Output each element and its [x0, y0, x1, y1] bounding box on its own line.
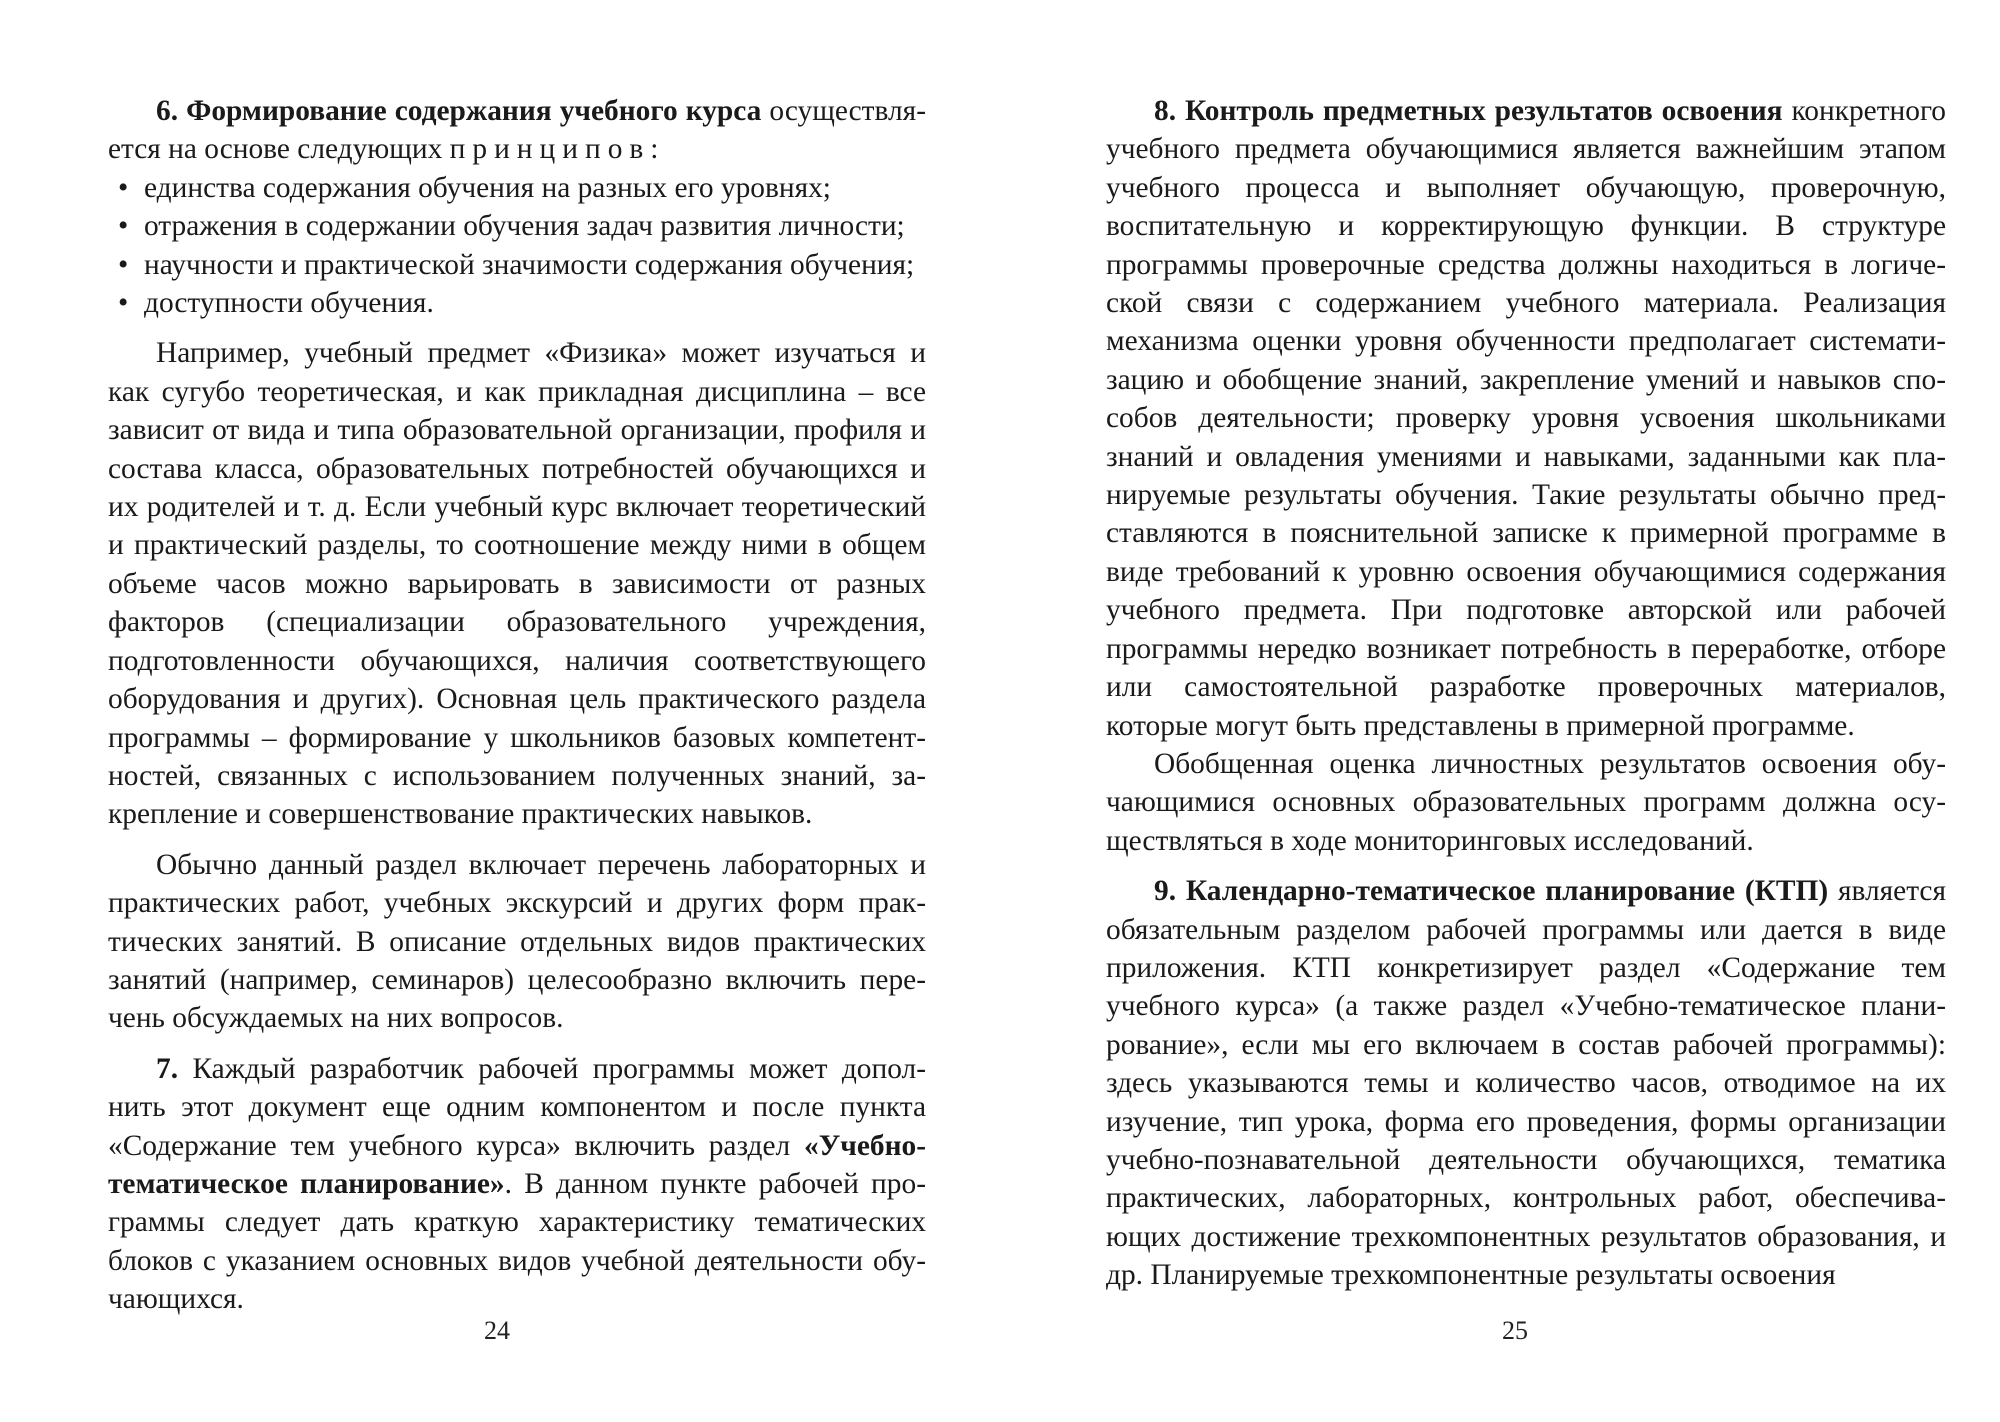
- practical-section-paragraph: Обычно данный раздел включает перечень лабораторных и практических работ, учебных экскурсий и других форм практических занятий. В описание отдельных видов практических занятий (например, семинаров) целесообразно включить перечень обсуждаемых на них вопросов.: [108, 848, 926, 1035]
- list-item: [118, 207, 926, 245]
- section-9-text: является обязательным разделом рабочей программы или дается в виде приложения. КТП конкретизирует раздел «Содержание тем учебного курса» (а также раздел «Учебно-тематическое планирование», если мы его включаем в состав рабочей программы): здесь указываются темы и количество часов, отводимое на их изучение, тип урока, форма его проведения, формы организации учебно-познавательной деятельности обучающихся, тематика практических, лабораторных, контрольных работ, обеспечивающих достижение трехкомпонентных результатов образования, и др. Планируемые трехкомпонентные результаты освоения: [1106, 875, 1946, 1292]
- right-page-text: [1106, 92, 1946, 1295]
- physics-paragraph: Например, учебный предмет «Физика» может изучаться и как сугубо теоретическая, и как прикладная дисциплина – все зависит от вида и типа образовательной организации, профиля и состава класса, образовательных потребностей обучающихся и их родителей и т. д. Если учебный курс включает теоретический и практический разделы, то соотношение между ними в общем объеме часов можно варьировать в зависимости от разных факторов (специализации образовательного учреждения, подготовленности обучающихся, наличия соответствующего оборудования и других). Основная цель практического раздела программы – формирование у школьников базовых компетентностей, связанных с использованием полученных знаний, закрепление и совершенствование практических навыков.: [108, 337, 926, 831]
- bullet-icon: •: [118, 287, 129, 320]
- general-assessment-paragraph: Обобщенная оценка личностных результатов освоения обучающимися основных образовательных программ должна осуществляться в ходе мониторинговых исследований.: [1106, 747, 1946, 857]
- page-number-left: 24: [484, 1316, 510, 1345]
- section-6-colon: :: [650, 133, 659, 166]
- section-7-number: 7.: [156, 1052, 179, 1085]
- right-page: [1106, 92, 1946, 1392]
- list-item-text: отражения в содержании обучения задач развития личности;: [144, 210, 905, 243]
- section-7-paragraph: [108, 1050, 926, 1319]
- section-7-text-end: . В данном пункте рабочей программы следует дать краткую характеристику тематических блоков с указанием основных видов учебной деятельности обучающихся.: [108, 1167, 926, 1316]
- section-7-bold-term: «Учебно-тематическое планирование»: [108, 1129, 926, 1200]
- left-page-text: [108, 92, 926, 1319]
- page-number-right: 25: [1502, 1316, 1528, 1345]
- list-item-text: единства содержания обучения на разных его уровнях;: [144, 171, 831, 204]
- section-9-title: 9. Календарно-тематическое планирование (КТП): [1154, 875, 1829, 908]
- list-item-text: доступности обучения.: [144, 287, 434, 320]
- list-item: [118, 246, 926, 284]
- bullet-icon: •: [118, 248, 129, 281]
- left-page: [108, 92, 926, 1392]
- section-8-text: конкретного учебного предмета обучающимися является важнейшим этапом учебного процесса и выполняет обучающую, проверочную, воспитательную и корректирующую функции. В структуре программы проверочные средства должны находиться в логической связи с содержанием учебного материала. Реализация механизма оценки уровня обученности предполагает систематизацию и обобщение знаний, закрепление умений и навыков способов деятельности; проверку уровня усвоения школьниками знаний и овладения умениями и навыками, заданными как планируемые результаты обучения. Такие результаты обычно представляются в пояснительной записке к примерной программе в виде требований к уровню освоения обучающимися содержания учебного предмета. При подготовке авторской или рабочей программы нередко возникает потребность в переработке, отборе или самостоятельной разработке проверочных материалов, которые могут быть представлены в примерной программе.: [1106, 95, 1946, 742]
- list-item-text: научности и практической значимости содержания обучения;: [144, 248, 915, 281]
- principles-word: принципов: [449, 133, 651, 166]
- bullet-icon: •: [118, 210, 129, 243]
- list-item: [118, 169, 926, 207]
- section-6-paragraph: [108, 92, 926, 169]
- section-6-intro: осуществляется на основе следующих: [108, 95, 926, 166]
- list-item: [118, 284, 926, 322]
- bullet-icon: •: [118, 171, 129, 204]
- section-7-text: Каждый разработчик рабочей программы может дополнить этот документ еще одним компонентом и после пункта «Содержание тем учебного курса» включить раздел: [108, 1052, 926, 1162]
- principles-list: [108, 169, 926, 323]
- section-8-paragraph: [1106, 92, 1946, 745]
- section-9-paragraph: [1106, 872, 1946, 1294]
- section-6-title: 6. Формирование содержания учебного курса: [156, 95, 762, 127]
- section-8-title: 8. Контроль предметных результатов освоения: [1154, 95, 1783, 127]
